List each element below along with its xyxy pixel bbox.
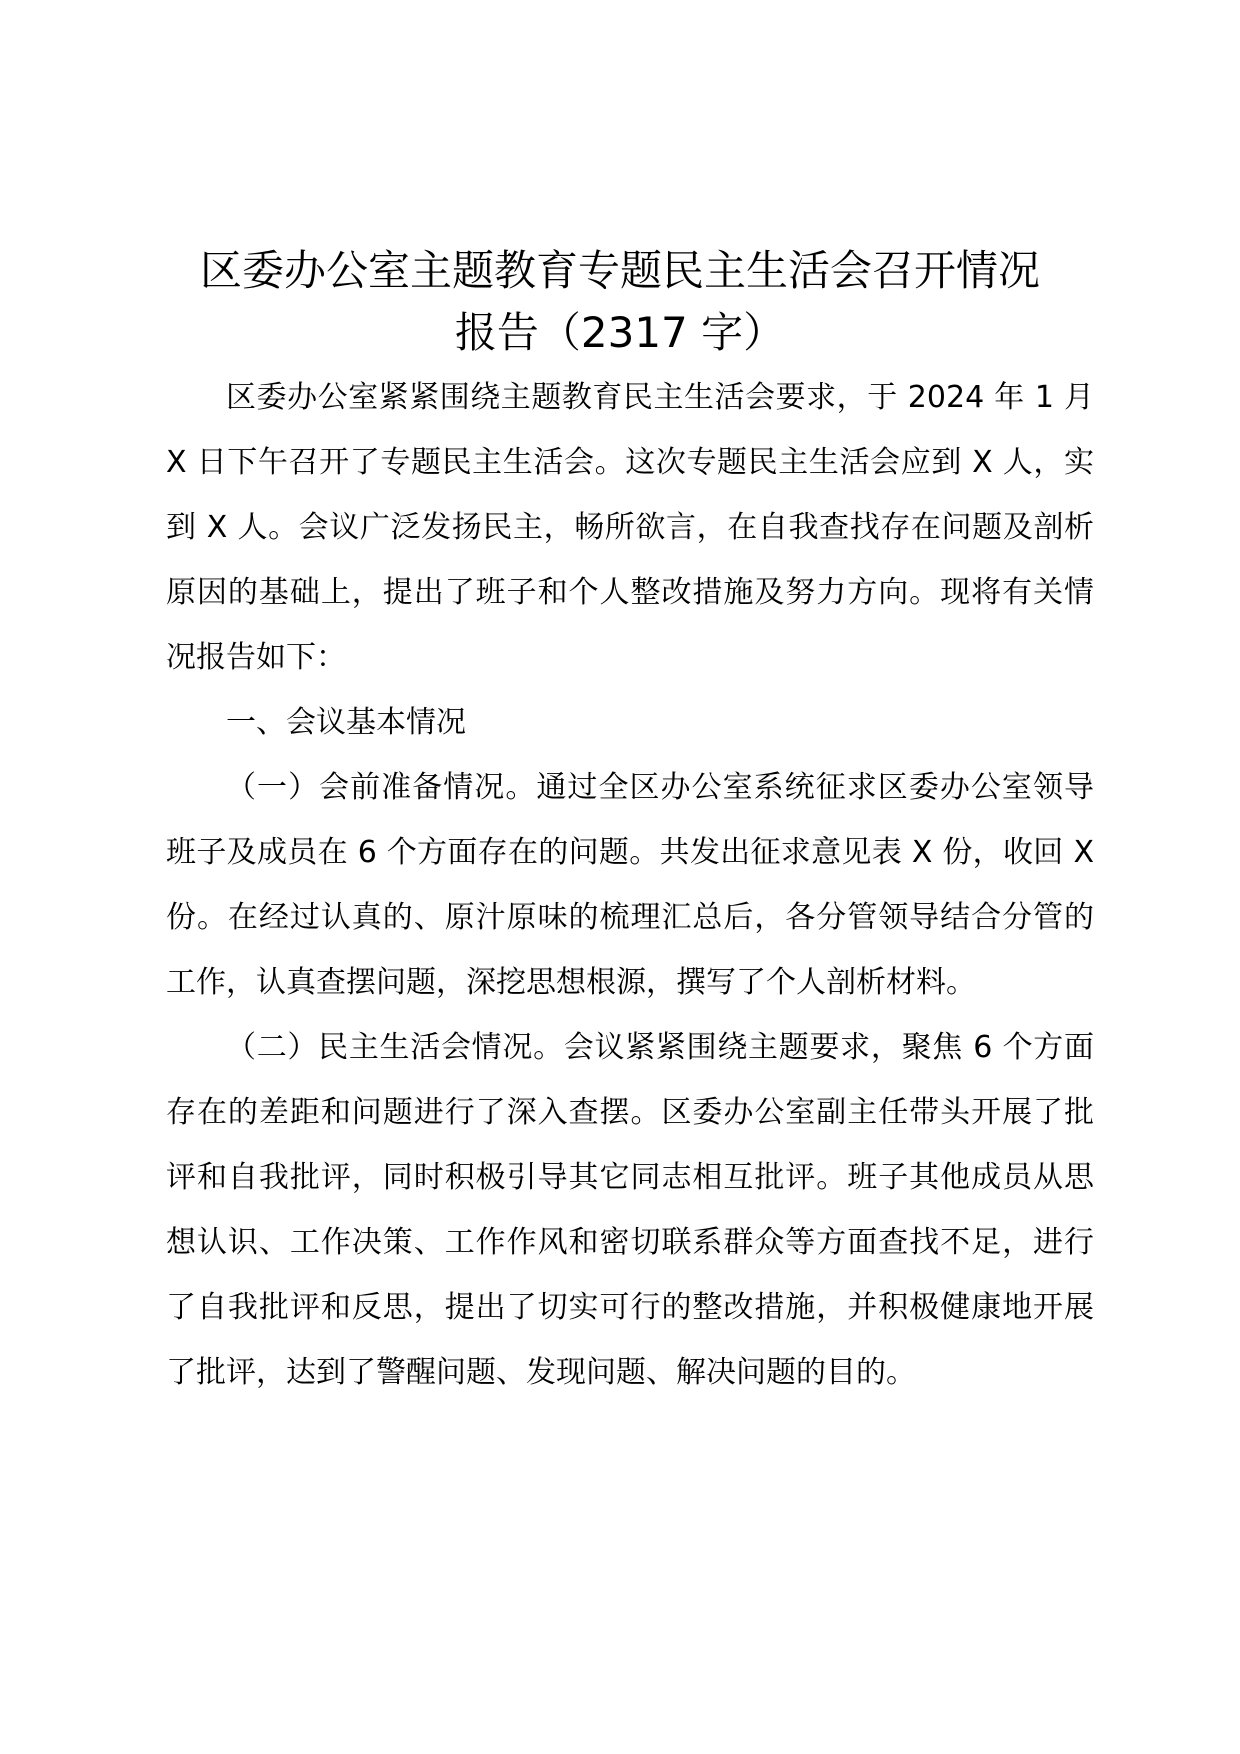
document-body [166,365,1094,1405]
paragraph-preparation: （一）会前准备情况。通过全区办公室系统征求区委办公室领导班子及成员在 6 个方面存在的问题。共发出征求意见表 X 份，收回 X 份。在经过认真的、原汁原味的梳理汇总后，各分管领导结合分管的工作，认真查摆问题，深挖思想根源，撰写了个人剖析材料。 [166,770,1094,1000]
title-line-1: 区委办公室主题教育专题民主生活会召开情况 [199,246,1040,295]
document-title [166,240,1074,364]
intro-paragraph: 区委办公室紧紧围绕主题教育民主生活会要求，于 2024 年 1 月 X 日下午召开了专题民主生活会。这次专题民主生活会应到 X 人，实到 X 人。会议广泛发扬民主，畅所欲言，在自我查找存在问题及剖析原因的基础上，提出了班子和个人整改措施及努力方向。现将有关情况报告如下： [166,380,1094,675]
section-heading-1: 一、会议基本情况 [226,705,466,740]
title-line-2: 报告（2317 字） [454,308,786,357]
paragraph-meeting: （二）民主生活会情况。会议紧紧围绕主题要求，聚焦 6 个方面存在的差距和问题进行了深入查摆。区委办公室副主任带头开展了批评和自我批评，同时积极引导其它同志相互批评。班子其他成员从思想认识、工作决策、工作作风和密切联系群众等方面查找不足，进行了自我批评和反思，提出了切实可行的整改措施，并积极健康地开展了批评，达到了警醒问题、发现问题、解决问题的目的。 [166,1030,1094,1390]
